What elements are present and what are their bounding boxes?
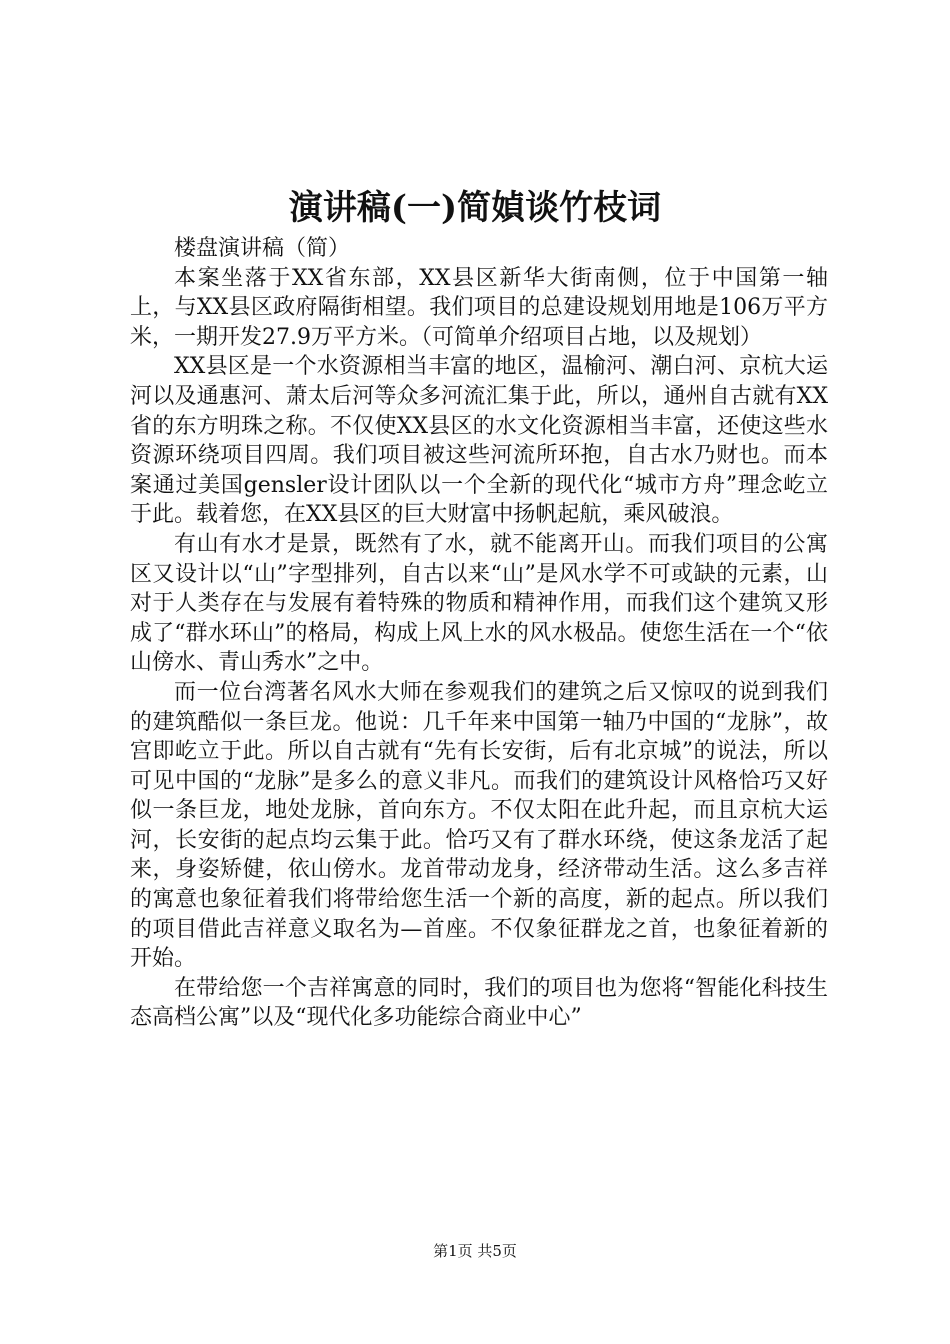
paragraph-subtitle: 楼盘演讲稿（简）: [174, 236, 351, 261]
document-title: 演讲稿(一)简媜谈竹枝词: [288, 188, 662, 228]
document-body: [130, 234, 828, 1033]
paragraph-mountain: 有山有水才是景，既然有了水，就不能离开山。而我们项目的公寓区又设计以“山”字型排列，自古以来“山”是风水学不可或缺的元素，山对于人类存在与发展有着特殊的物质和精神作用，而我们这个建筑又形成了“群水环山”的格局，构成上风上水的风水极品。使您生活在一个“依山傍水、青山秀水”之中。: [130, 531, 828, 676]
paragraph-features: 在带给您一个吉祥寓意的同时，我们的项目也为您将“智能化科技生态高档公寓”以及“现代化多功能综合商业中心”: [130, 975, 828, 1031]
page-number-footer: 第1页 共5页: [433, 1242, 517, 1260]
paragraph-dragon: 而一位台湾著名风水大师在参观我们的建筑之后又惊叹的说到我们的建筑酷似一条巨龙。他说：几千年来中国第一轴乃中国的“龙脉”，故宫即屹立于此。所以自古就有“先有长安街，后有北京城”的说法，所以可见中国的“龙脉”是多么的意义非凡。而我们的建筑设计风格恰巧又好似一条巨龙，地处龙脉，首向东方。不仅太阳在此升起，而且京杭大运河，长安街的起点均云集于此。恰巧又有了群水环绕，使这条龙活了起来，身姿矫健，依山傍水。龙首带动龙身，经济带动生活。这么多吉祥的寓意也象征着我们将带给您生活一个新的高度，新的起点。所以我们的项目借此吉祥意义取名为—首座。不仅象征群龙之首，也象征着新的开始。: [130, 679, 828, 972]
paragraph-water: XX县区是一个水资源相当丰富的地区，温榆河、潮白河、京杭大运河以及通惠河、萧太后河等众多河流汇集于此，所以，通州自古就有XX省的东方明珠之称。不仅使XX县区的水文化资源相当丰富，还使这些水资源环绕项目四周。我们项目被这些河流所环抱，自古水乃财也。而本案通过美国gensler设计团队以一个全新的现代化“城市方舟”理念屹立于此。载着您，在XX县区的巨大财富中扬帆起航，乘风破浪。: [130, 354, 828, 528]
paragraph-location: 本案坐落于XX省东部，XX县区新华大街南侧，位于中国第一轴上，与XX县区政府隔街相望。我们项目的总建设规划用地是106万平方米，一期开发27.9万平方米。（可简单介绍项目占地，以及规划）: [130, 265, 828, 350]
